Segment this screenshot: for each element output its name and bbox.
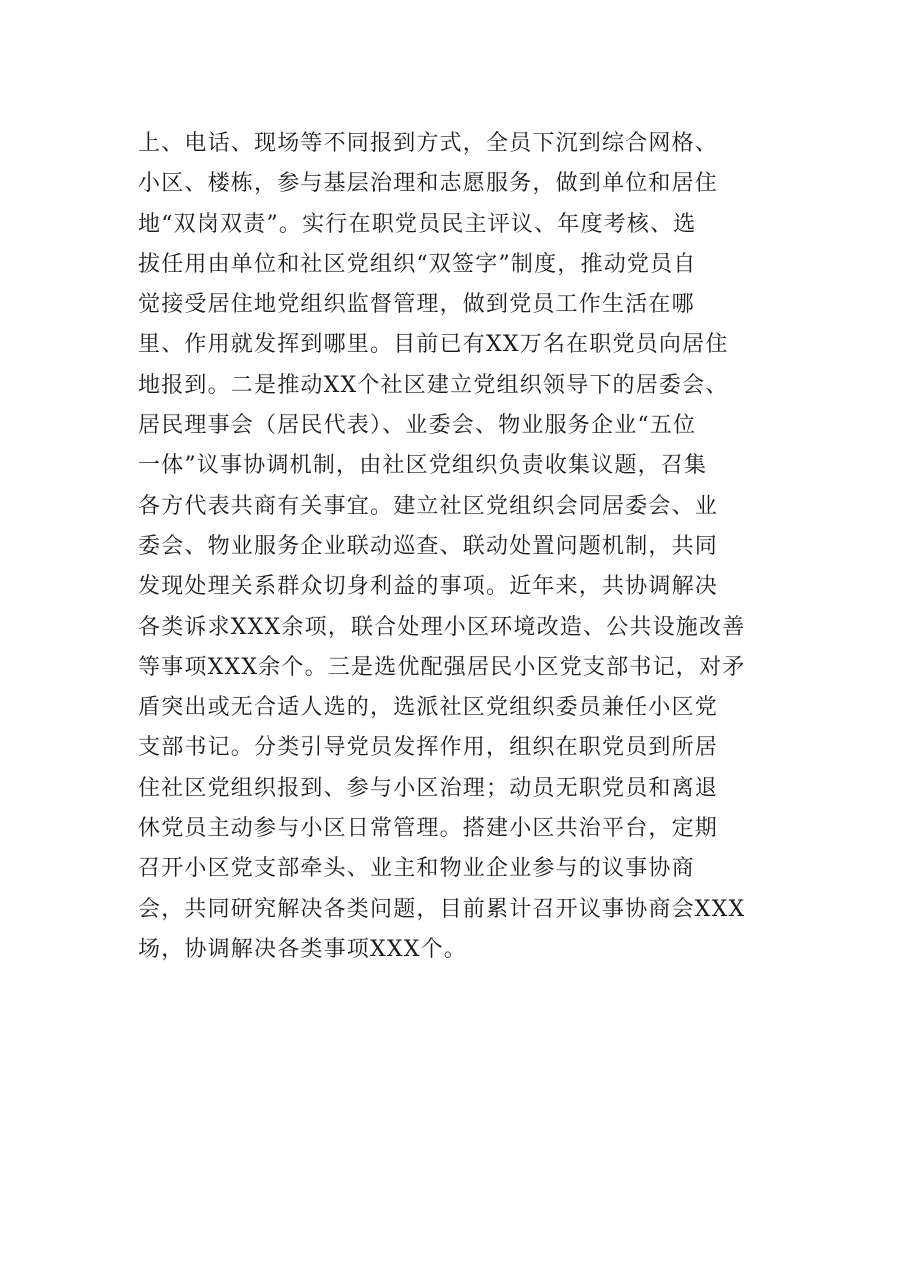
text-line: 发现处理关系群众切身利益的事项。近年来，共协调解决: [138, 574, 719, 600]
text-line: 住社区党组织报到、参与小区治理；动员无职党员和离退: [138, 775, 719, 801]
text-line: 居民理事会（居民代表）、业委会、物业服务企业“五位: [138, 413, 697, 439]
text-line: 各方代表共商有关事宜。建立社区党组织会同居委会、业: [138, 493, 719, 519]
text-line: 场，协调解决各类事项XXX个。: [138, 936, 467, 962]
text-line: 拔任用由单位和社区党组织“双签字”制度，推动党员自: [138, 251, 697, 277]
text-line: 地报到。二是推动XX个社区建立党组织领导下的居委会、: [138, 372, 729, 398]
body-paragraph: [138, 124, 778, 970]
text-line: 小区、楼栋，参与基层治理和志愿服务，做到单位和居住: [138, 171, 719, 197]
text-line: 上、电话、现场等不同报到方式，全员下沉到综合网格、: [138, 131, 719, 156]
text-line: 会，共同研究解决各类问题，目前累计召开议事协商会XXX: [138, 896, 746, 922]
text-line: 支部书记。分类引导党员发挥作用，组织在职党员到所居: [138, 735, 719, 761]
text-line: 一体”议事协调机制，由社区党组织负责收集议题，召集: [138, 453, 708, 479]
text-line: 地“双岗双责”。实行在职党员民主评议、年度考核、选: [138, 211, 697, 237]
text-line: 休党员主动参与小区日常管理。搭建小区共治平台，定期: [138, 816, 719, 842]
text-line: 盾突出或无合适人选的，选派社区党组织委员兼任小区党: [138, 695, 719, 721]
text-line: 里、作用就发挥到哪里。目前已有XX万名在职党员向居住: [138, 332, 729, 358]
text-line: 委会、物业服务企业联动巡查、联动处置问题机制，共同: [138, 533, 719, 559]
text-line: 各类诉求XXX余项，联合处理小区环境改造、公共设施改善: [138, 614, 746, 640]
text-line: 等事项XXX余个。三是选优配强居民小区党支部书记，对矛: [138, 654, 746, 680]
text-line: 觉接受居住地党组织监督管理，做到党员工作生活在哪: [138, 292, 695, 318]
text-line: 召开小区党支部牵头、业主和物业企业参与的议事协商: [138, 856, 695, 882]
